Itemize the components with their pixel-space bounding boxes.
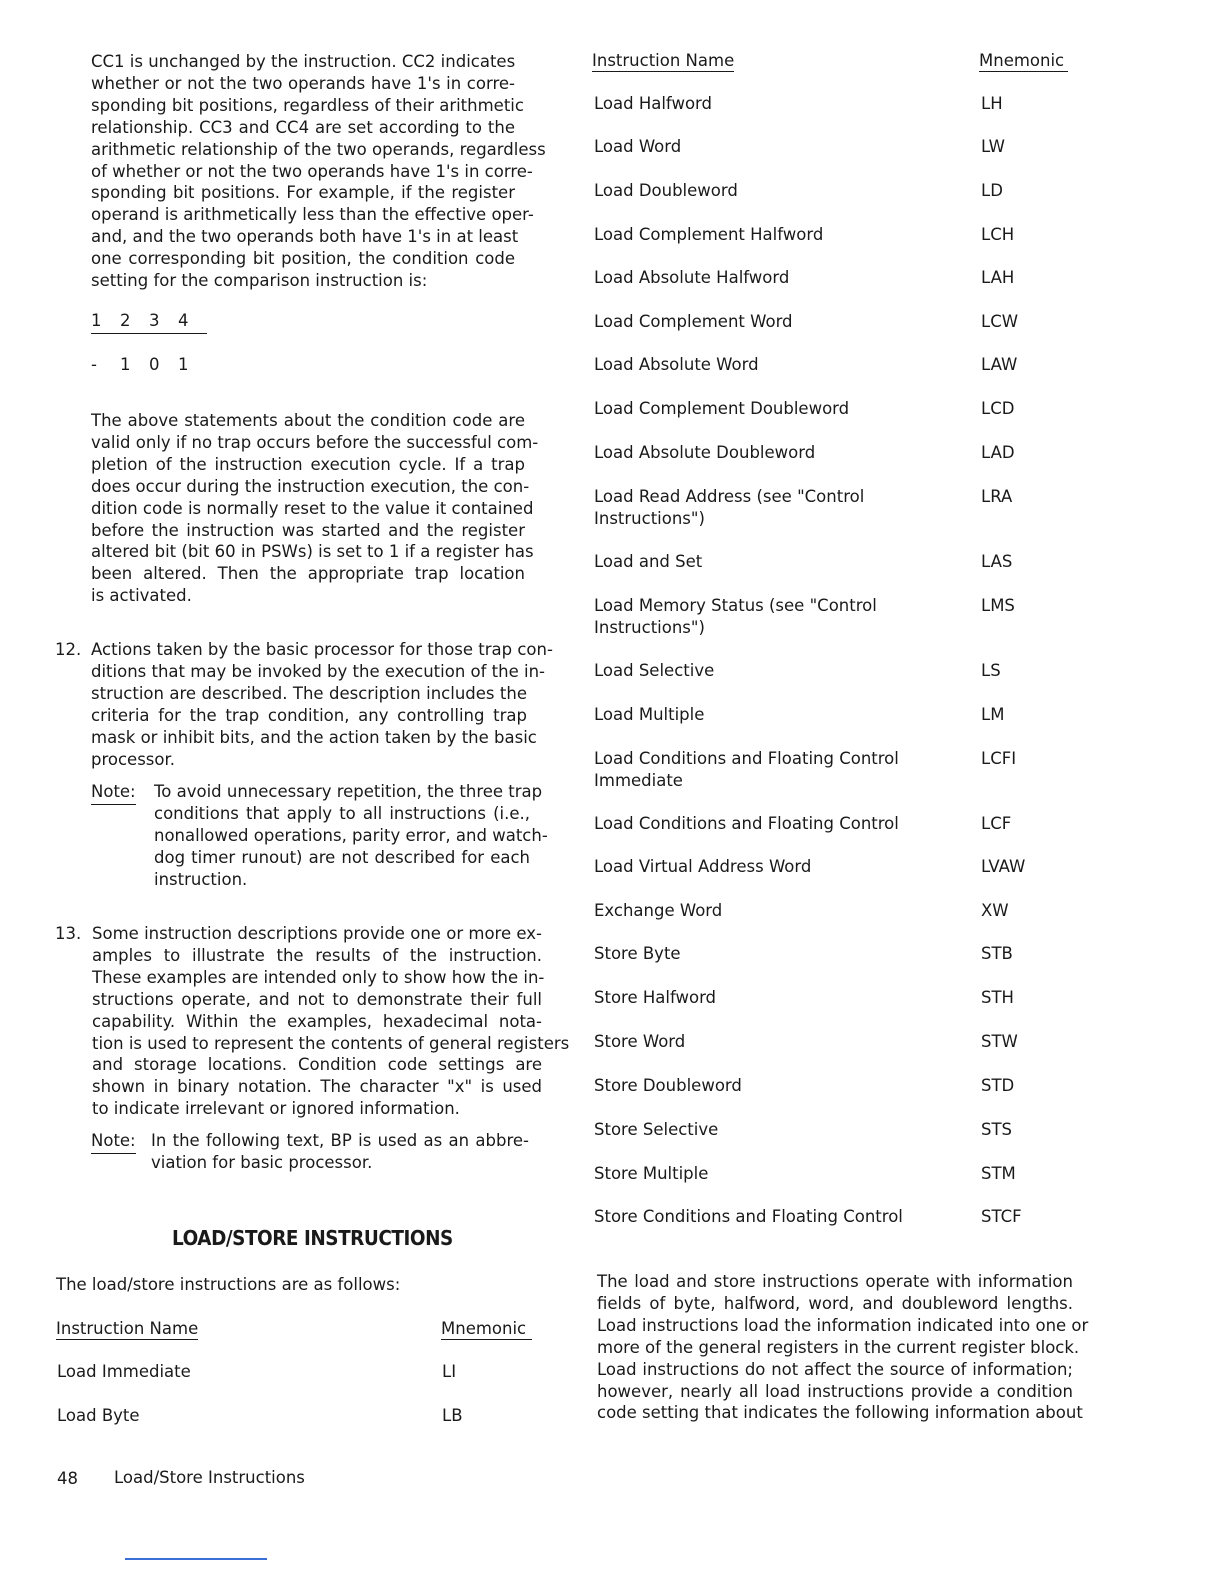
cc-digit: 4 — [178, 311, 189, 330]
instruction-name — [594, 900, 722, 922]
instruction-name — [594, 748, 899, 792]
instruction-name-line: Load Conditions and Floating Control — [594, 814, 899, 833]
instruction-name-line: Load Complement Halfword — [594, 225, 824, 244]
instruction-name — [594, 398, 849, 420]
text-line: In the following text, BP is used as an abbre- — [151, 1131, 529, 1150]
mnemonic: LAW — [981, 355, 1018, 374]
instruction-name-line: Store Word — [594, 1032, 686, 1051]
instruction-name-line: Load Immediate — [57, 1362, 191, 1381]
instruction-name — [594, 987, 716, 1009]
text-line: nonallowed operations, parity error, and watch- — [154, 825, 548, 845]
text-line: viation for basic processor. — [151, 1152, 373, 1172]
text-line: conditions that apply to all instructions (i.e., — [154, 803, 530, 823]
instruction-name-line: Exchange Word — [594, 901, 723, 920]
instruction-name-line: Load Multiple — [594, 705, 705, 724]
item-12-text — [91, 639, 553, 770]
text-line: Some instruction descriptions provide one or more ex- — [92, 924, 542, 943]
mnemonic: STS — [981, 1120, 1013, 1139]
instruction-name-line: Load Doubleword — [594, 181, 738, 200]
mnemonic: LCH — [981, 225, 1015, 244]
text-line: arithmetic relationship of the two operands, regardless — [91, 139, 546, 159]
left-table-header-name — [56, 1318, 198, 1340]
text-line: sponding bit positions, regardless of their arithmetic — [91, 95, 524, 115]
mnemonic: STW — [981, 1032, 1018, 1051]
mnemonic: STM — [981, 1164, 1016, 1183]
instruction-name — [594, 136, 681, 158]
text-line: ditions that may be invoked by the execution of the in- — [91, 661, 545, 681]
text-line: To avoid unnecessary repetition, the three trap — [154, 782, 543, 801]
instruction-name-line: Load Virtual Address Word — [594, 857, 812, 876]
text-line: before the instruction was started and the register — [91, 520, 525, 540]
cc-header-row — [91, 310, 207, 334]
instruction-name — [594, 1031, 685, 1053]
cc-paragraph — [91, 51, 546, 292]
mnemonic: STD — [981, 1076, 1015, 1095]
instruction-name — [594, 595, 877, 639]
mnemonic: LCFI — [981, 749, 1017, 768]
text-line: setting for the comparison instruction is: — [91, 271, 428, 291]
text-line: does occur during the instruction execution, the con- — [91, 476, 530, 496]
cc-values-row — [91, 354, 207, 376]
item-12-note-text — [154, 781, 548, 891]
instruction-name-line: Load Selective — [594, 661, 715, 680]
text-line: however, nearly all load instructions provide a condition — [597, 1381, 1073, 1401]
right-table-header-mnemonic — [979, 50, 1068, 72]
instruction-name-line: Store Byte — [594, 944, 681, 963]
instruction-name — [594, 943, 681, 965]
item-13-number: 13. — [55, 924, 82, 943]
instruction-name — [594, 1075, 742, 1097]
instruction-name-line: Store Halfword — [594, 988, 717, 1007]
text-line: more of the general registers in the current register block. — [597, 1337, 1080, 1357]
instruction-name-line: Load Memory Status (see "Control — [594, 596, 877, 615]
text-line: is activated. — [91, 586, 192, 606]
section-heading: LOAD/STORE INSTRUCTIONS — [172, 1226, 453, 1250]
text-line: tion is used to represent the contents of general registers — [92, 1033, 570, 1053]
text-line: CC1 is unchanged by the instruction. CC2 indicates — [91, 52, 516, 71]
item-13-note-label: Note: — [91, 1130, 136, 1154]
instruction-name — [594, 1163, 708, 1185]
instruction-name — [594, 180, 738, 202]
instruction-name-line: Load Absolute Doubleword — [594, 443, 816, 462]
instruction-name — [594, 93, 712, 115]
text-line: of whether or not the two operands have 1's in corre- — [91, 161, 533, 181]
text-line: dition code is normally reset to the value it contained — [91, 498, 534, 518]
cc-digit: 3 — [149, 311, 160, 330]
cc-digit: 1 — [120, 355, 131, 374]
mnemonic: STB — [981, 944, 1013, 963]
closing-paragraph — [597, 1271, 1089, 1424]
cc-digit: 0 — [149, 355, 160, 374]
instruction-name-line: Instructions") — [594, 618, 705, 637]
text-line: Load instructions load the information indicated into one or — [597, 1315, 1089, 1335]
text-line: fields of byte, halfword, word, and doubleword lengths. — [597, 1293, 1073, 1313]
text-line: amples to illustrate the results of the instruction. — [92, 945, 542, 965]
mnemonic: LW — [981, 137, 1005, 156]
text-line: and storage locations. Condition code settings are — [92, 1055, 542, 1075]
text-line: pletion of the instruction execution cycle. If a trap — [91, 454, 525, 474]
text-line: instruction. — [154, 869, 248, 889]
mnemonic: LCW — [981, 312, 1019, 331]
instruction-name — [57, 1361, 191, 1383]
table-intro: The load/store instructions are as follows: — [56, 1275, 401, 1294]
instruction-name — [594, 267, 789, 289]
text-line: and, and the two operands both have 1's in at least — [91, 227, 519, 247]
instruction-name-line: Load and Set — [594, 552, 703, 571]
instruction-name-line: Load Byte — [57, 1406, 140, 1425]
mnemonic: LD — [981, 181, 1003, 200]
instruction-name — [594, 224, 823, 246]
instruction-name-line: Store Multiple — [594, 1164, 709, 1183]
text-line: to indicate irrelevant or ignored information. — [92, 1099, 460, 1119]
instruction-name-line: Store Doubleword — [594, 1076, 742, 1095]
instruction-name-line: Immediate — [594, 771, 683, 790]
text-line: Load instructions do not affect the source of information; — [597, 1359, 1073, 1379]
mnemonic: LCF — [981, 814, 1012, 833]
mnemonic: LI — [442, 1362, 457, 1381]
text-line: valid only if no trap occurs before the successful com- — [91, 432, 539, 452]
item-13-note-text — [151, 1130, 529, 1174]
instruction-name-line: Load Halfword — [594, 94, 713, 113]
instruction-name-line: Load Complement Word — [594, 312, 793, 331]
mnemonic: LH — [981, 94, 1003, 113]
mnemonic: LM — [981, 705, 1005, 724]
mnemonic: XW — [981, 901, 1009, 920]
instruction-name — [594, 1206, 903, 1228]
instruction-name-line: Load Conditions and Floating Control — [594, 749, 899, 768]
mnemonic: LB — [442, 1406, 463, 1425]
text-line: shown in binary notation. The character "x" is used — [92, 1077, 542, 1097]
mnemonic: STCF — [981, 1207, 1022, 1226]
text-line: relationship. CC3 and CC4 are set according to the — [91, 117, 515, 137]
text-line: mask or inhibit bits, and the action taken by the basic — [91, 727, 537, 747]
instruction-name — [57, 1405, 140, 1427]
item-12-note-label: Note: — [91, 781, 136, 805]
text-line: code setting that indicates the following information about — [597, 1403, 1083, 1423]
instruction-name-line: Load Absolute Halfword — [594, 268, 790, 287]
text-line: These examples are intended only to show how the in- — [92, 967, 545, 987]
text-line: Actions taken by the basic processor for those trap con- — [91, 640, 553, 659]
instruction-name — [594, 551, 702, 573]
left-table-header-mnemonic — [441, 1318, 532, 1340]
mnemonic: LAH — [981, 268, 1015, 287]
text-line: capability. Within the examples, hexadecimal nota- — [92, 1011, 542, 1031]
instruction-name — [594, 660, 714, 682]
cc-digit: - — [91, 355, 97, 374]
instruction-name-line: Store Selective — [594, 1120, 719, 1139]
text-line: dog timer runout) are not described for each — [154, 847, 530, 867]
instruction-name — [594, 442, 815, 464]
instruction-name — [594, 813, 899, 835]
instruction-name-line: Store Conditions and Floating Control — [594, 1207, 903, 1226]
text-line: processor. — [91, 749, 176, 769]
instruction-name — [594, 704, 704, 726]
instruction-name-line: Load Complement Doubleword — [594, 399, 850, 418]
right-table-header-name — [592, 50, 734, 72]
cc-digit: 1 — [91, 311, 102, 330]
mnemonic: LVAW — [981, 857, 1026, 876]
text-line: structions operate, and not to demonstrate their full — [92, 989, 542, 1009]
instruction-name-line: Instructions") — [594, 509, 705, 528]
instruction-name-line: Load Absolute Word — [594, 355, 759, 374]
instruction-name — [594, 354, 759, 376]
mnemonic: STH — [981, 988, 1014, 1007]
page-number: 48 — [57, 1469, 78, 1488]
mnemonic: LMS — [981, 596, 1015, 615]
instruction-name-line: Load Word — [594, 137, 682, 156]
running-title: Load/Store Instructions — [114, 1468, 305, 1487]
text-line: been altered. Then the appropriate trap location — [91, 564, 525, 584]
cc-digit: 1 — [178, 355, 189, 374]
instruction-name — [594, 856, 811, 878]
item-13-text — [92, 923, 570, 1120]
text-line: The load and store instructions operate with information — [597, 1272, 1073, 1291]
instruction-name-line: Load Read Address (see "Control — [594, 487, 865, 506]
text-line: struction are described. The description includes the — [91, 683, 527, 703]
mnemonic: LAD — [981, 443, 1015, 462]
mnemonic: LCD — [981, 399, 1015, 418]
text-line: whether or not the two operands have 1's in corre- — [91, 73, 515, 93]
text-line: sponding bit positions. For example, if the register — [91, 183, 515, 203]
header-instruction-name: Instruction Name — [56, 1319, 199, 1338]
instruction-name — [594, 311, 793, 333]
text-line: criteria for the trap condition, any controlling trap — [91, 705, 527, 725]
text-line: The above statements about the condition code are — [91, 411, 525, 430]
text-line: altered bit (bit 60 in PSWs) is set to 1 if a register has — [91, 542, 534, 562]
instruction-name — [594, 486, 865, 530]
text-line: operand is arithmetically less than the effective oper- — [91, 205, 534, 225]
mnemonic: LRA — [981, 487, 1013, 506]
instruction-name — [594, 1119, 718, 1141]
cc-digit: 2 — [120, 311, 131, 330]
scan-artifact-line — [125, 1558, 267, 1560]
trap-paragraph — [91, 410, 539, 607]
item-12-number: 12. — [55, 640, 82, 659]
mnemonic: LAS — [981, 552, 1013, 571]
header-instruction-name: Instruction Name — [592, 51, 735, 70]
mnemonic: LS — [981, 661, 1001, 680]
text-line: one corresponding bit position, the condition code — [91, 249, 515, 269]
header-mnemonic: Mnemonic — [441, 1319, 532, 1340]
header-mnemonic: Mnemonic — [979, 51, 1068, 72]
